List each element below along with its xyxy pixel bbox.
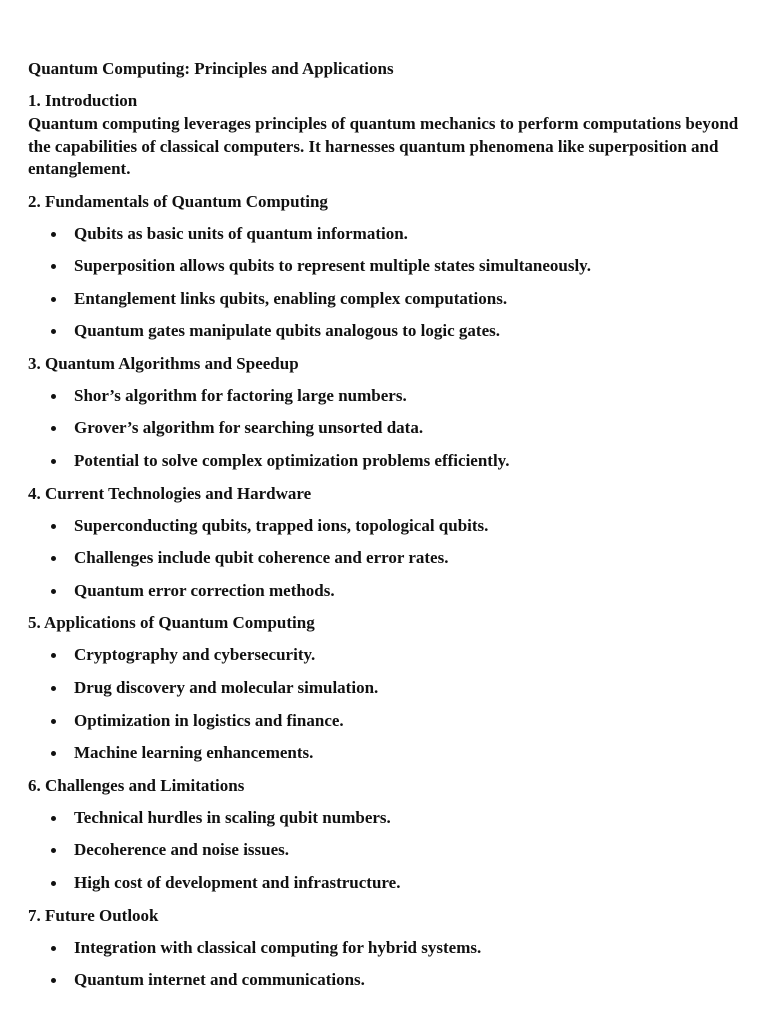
bullet-dot-icon: [51, 848, 56, 853]
section-heading: 3. Quantum Algorithms and Speedup: [28, 353, 299, 373]
section-heading: 2. Fundamentals of Quantum Computing: [28, 191, 328, 211]
section-heading: 7. Future Outlook: [28, 905, 159, 925]
bullet-dot-icon: [51, 232, 56, 237]
list-item-text: Drug discovery and molecular simulation.: [74, 678, 379, 698]
list-item: [28, 644, 740, 666]
bullet-list: [28, 644, 740, 764]
section: [28, 775, 740, 894]
list-item-text: Cryptography and cybersecurity.: [74, 645, 316, 665]
list-item: [28, 807, 740, 829]
bullet-dot-icon: [51, 719, 56, 724]
bullet-dot-icon: [51, 426, 56, 431]
list-item-text: Grover’s algorithm for searching unsorted data.: [74, 418, 424, 438]
bullet-dot-icon: [51, 946, 56, 951]
list-item: [28, 580, 740, 602]
document-body: [28, 90, 740, 991]
list-item: [28, 515, 740, 537]
list-item: [28, 255, 740, 277]
bullet-dot-icon: [51, 751, 56, 756]
list-item-text: Technical hurdles in scaling qubit numbers.: [74, 807, 391, 827]
list-item-text: Shor’s algorithm for factoring large numbers.: [74, 385, 407, 405]
bullet-dot-icon: [51, 297, 56, 302]
list-item-text: High cost of development and infrastructure.: [74, 873, 401, 892]
section: [28, 90, 740, 181]
section-heading: 1. Introduction: [28, 91, 138, 110]
list-item: [28, 320, 740, 342]
list-item-text: Quantum internet and communications.: [74, 970, 365, 990]
bullet-list: [28, 807, 740, 894]
bullet-dot-icon: [51, 556, 56, 561]
list-item-text: Entanglement links qubits, enabling complex computations.: [74, 288, 508, 308]
list-item: [28, 677, 740, 699]
list-item: [28, 450, 740, 472]
section: [28, 191, 740, 343]
list-item: [28, 742, 740, 764]
list-item: [28, 839, 740, 861]
bullet-list: [28, 223, 740, 343]
section-heading: 6. Challenges and Limitations: [28, 775, 245, 795]
list-item-text: Qubits as basic units of quantum information.: [74, 223, 408, 243]
bullet-dot-icon: [51, 329, 56, 334]
list-item-text: Optimization in logistics and finance.: [74, 710, 344, 730]
list-item-text: Superconducting qubits, trapped ions, topological qubits.: [74, 515, 489, 535]
list-item: [28, 547, 740, 569]
bullet-dot-icon: [51, 459, 56, 464]
list-item: [28, 288, 740, 310]
bullet-dot-icon: [51, 394, 56, 399]
list-item-text: Quantum gates manipulate qubits analogous to logic gates.: [74, 321, 500, 341]
list-item-text: Decoherence and noise issues.: [74, 840, 290, 860]
bullet-dot-icon: [51, 881, 56, 886]
bullet-list: [28, 385, 740, 472]
section-heading: 5. Applications of Quantum Computing: [28, 613, 315, 633]
list-item: [28, 969, 740, 991]
list-item-text: Integration with classical computing for hybrid systems.: [74, 937, 482, 957]
bullet-dot-icon: [51, 686, 56, 691]
list-item-text: Challenges include qubit coherence and error rates.: [74, 548, 449, 568]
list-item-text: Superposition allows qubits to represent multiple states simultaneously.: [74, 256, 591, 276]
document-title: Quantum Computing: Principles and Applications: [28, 59, 394, 78]
list-item: [28, 710, 740, 732]
list-item-text: Quantum error correction methods.: [74, 580, 335, 600]
list-item: [28, 417, 740, 439]
bullet-dot-icon: [51, 653, 56, 658]
bullet-list: [28, 515, 740, 602]
section-heading: 4. Current Technologies and Hardware: [28, 483, 312, 503]
section: [28, 905, 740, 992]
bullet-dot-icon: [51, 264, 56, 269]
list-item: [28, 872, 740, 894]
bullet-list: [28, 937, 740, 992]
list-item-text: Potential to solve complex optimization problems efficiently.: [74, 451, 510, 471]
bullet-dot-icon: [51, 524, 56, 529]
bullet-dot-icon: [51, 816, 56, 821]
list-item: [28, 937, 740, 959]
list-item-text: Machine learning enhancements.: [74, 743, 314, 763]
bullet-dot-icon: [51, 978, 56, 983]
list-item: [28, 223, 740, 245]
section: [28, 483, 740, 602]
list-item: [28, 385, 740, 407]
bullet-dot-icon: [51, 589, 56, 594]
section: [28, 612, 740, 764]
section-paragraph: Quantum computing leverages principles of quantum mechanics to perform computations beyond the capabilities of classical computers. It harnesses quantum phenomena like superposition and entanglement.: [28, 114, 739, 178]
section: [28, 353, 740, 472]
